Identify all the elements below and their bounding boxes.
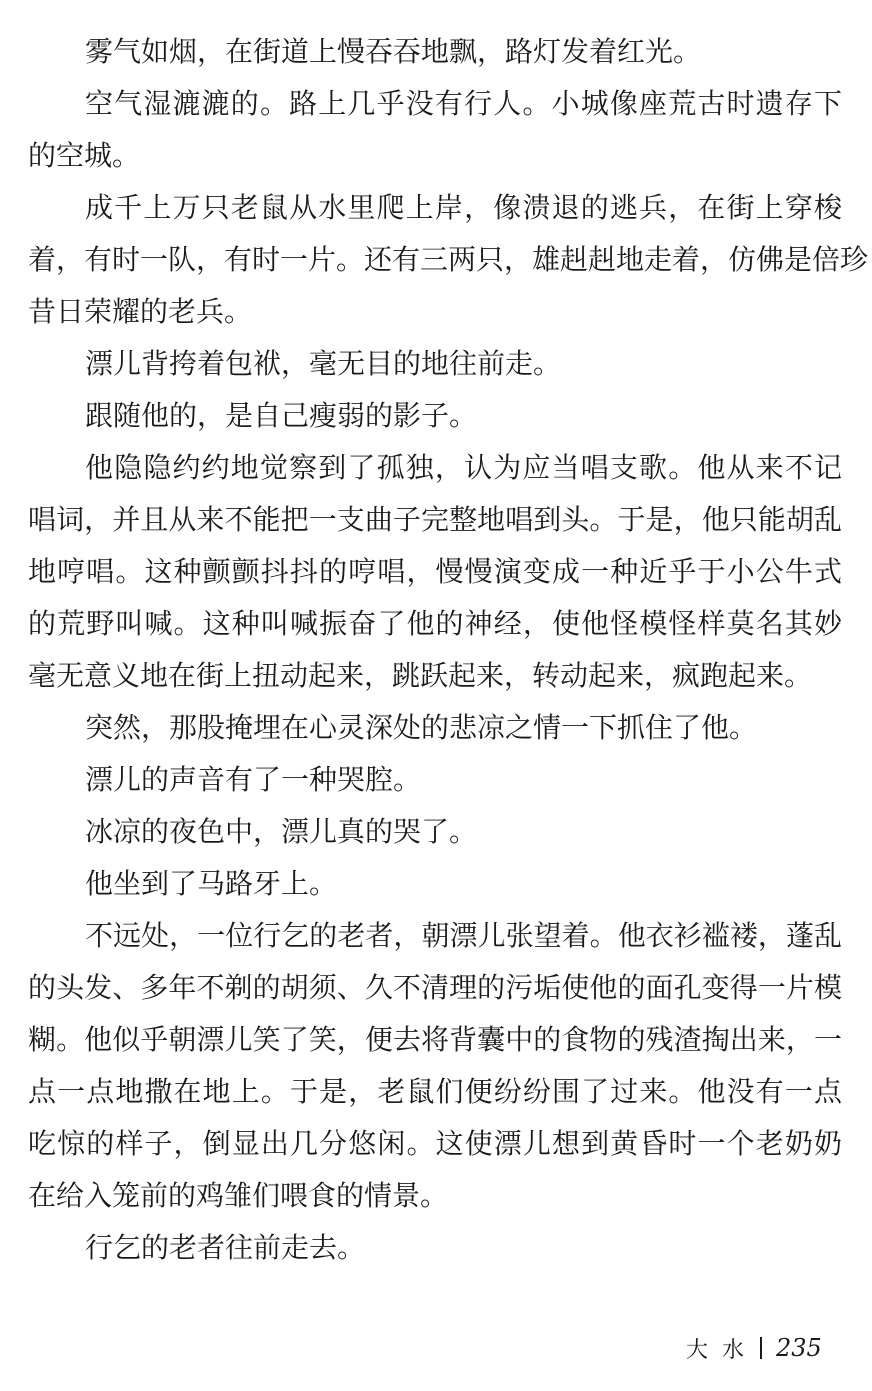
text-line: 着，有时一队，有时一片。还有三两只，雄赳赳地走着，仿佛是倍珍 (28, 243, 869, 276)
text-line: 地哼唱。这种颤颤抖抖的哼唱，慢慢演变成一种近乎于小公牛式 (28, 555, 842, 588)
text-line: 他隐隐约约地觉察到了孤独，认为应当唱支歌。他从来不记 (85, 451, 842, 484)
paragraph (28, 78, 842, 182)
paragraph (28, 1222, 842, 1274)
text-line: 的空城。 (28, 139, 141, 172)
text-line: 漂儿的声音有了一种哭腔。 (85, 763, 422, 796)
text-line: 冰凉的夜色中，漂儿真的哭了。 (85, 815, 478, 848)
text-line: 雾气如烟，在街道上慢吞吞地飘，路灯发着红光。 (85, 35, 702, 68)
page-footer (686, 1330, 846, 1366)
text-line: 行乞的老者往前走去。 (85, 1231, 366, 1264)
text-line: 毫无意义地在街上扭动起来，跳跃起来，转动起来，疯跑起来。 (28, 659, 813, 692)
text-line: 跟随他的，是自己瘦弱的影子。 (85, 399, 478, 432)
text-line: 突然，那股掩埋在心灵深处的悲凉之情一下抓住了他。 (85, 711, 758, 744)
text-line: 昔日荣耀的老兵。 (28, 295, 253, 328)
footer-divider (760, 1337, 762, 1359)
running-title: 大水 (686, 1337, 759, 1363)
text-line: 点一点地撒在地上。于是，老鼠们便纷纷围了过来。他没有一点 (28, 1075, 842, 1108)
page-number: 235 (776, 1334, 822, 1362)
paragraph (28, 26, 842, 78)
paragraph (28, 390, 842, 442)
paragraph (28, 338, 842, 390)
text-line: 漂儿背挎着包袱，毫无目的地往前走。 (85, 347, 562, 380)
text-line: 的荒野叫喊。这种叫喊振奋了他的神经，使他怪模怪样莫名其妙 (28, 607, 842, 640)
paragraph (28, 182, 869, 338)
paragraph (28, 442, 842, 702)
paragraph (28, 806, 842, 858)
text-line: 糊。他似乎朝漂儿笑了笑，便去将背囊中的食物的残渣掏出来，一 (28, 1023, 842, 1056)
paragraph (28, 910, 842, 1222)
text-line: 吃惊的样子，倒显出几分悠闲。这使漂儿想到黄昏时一个老奶奶 (28, 1127, 842, 1160)
text-line: 不远处，一位行乞的老者，朝漂儿张望着。他衣衫褴褛，蓬乱 (85, 919, 842, 952)
text-line: 成千上万只老鼠从水里爬上岸，像溃退的逃兵，在街上穿梭 (85, 191, 842, 224)
text-line: 他坐到了马路牙上。 (85, 867, 338, 900)
text-line: 唱词，并且从来不能把一支曲子完整地唱到头。于是，他只能胡乱 (28, 503, 842, 536)
paragraph (28, 702, 842, 754)
paragraph (28, 858, 842, 910)
text-line: 在给入笼前的鸡雏们喂食的情景。 (28, 1179, 449, 1212)
paragraph (28, 754, 842, 806)
text-line: 空气湿漉漉的。路上几乎没有行人。小城像座荒古时遗存下 (85, 87, 842, 120)
text-line: 的头发、多年不剃的胡须、久不清理的污垢使他的面孔变得一片模 (28, 971, 842, 1004)
body-text (28, 26, 869, 1274)
